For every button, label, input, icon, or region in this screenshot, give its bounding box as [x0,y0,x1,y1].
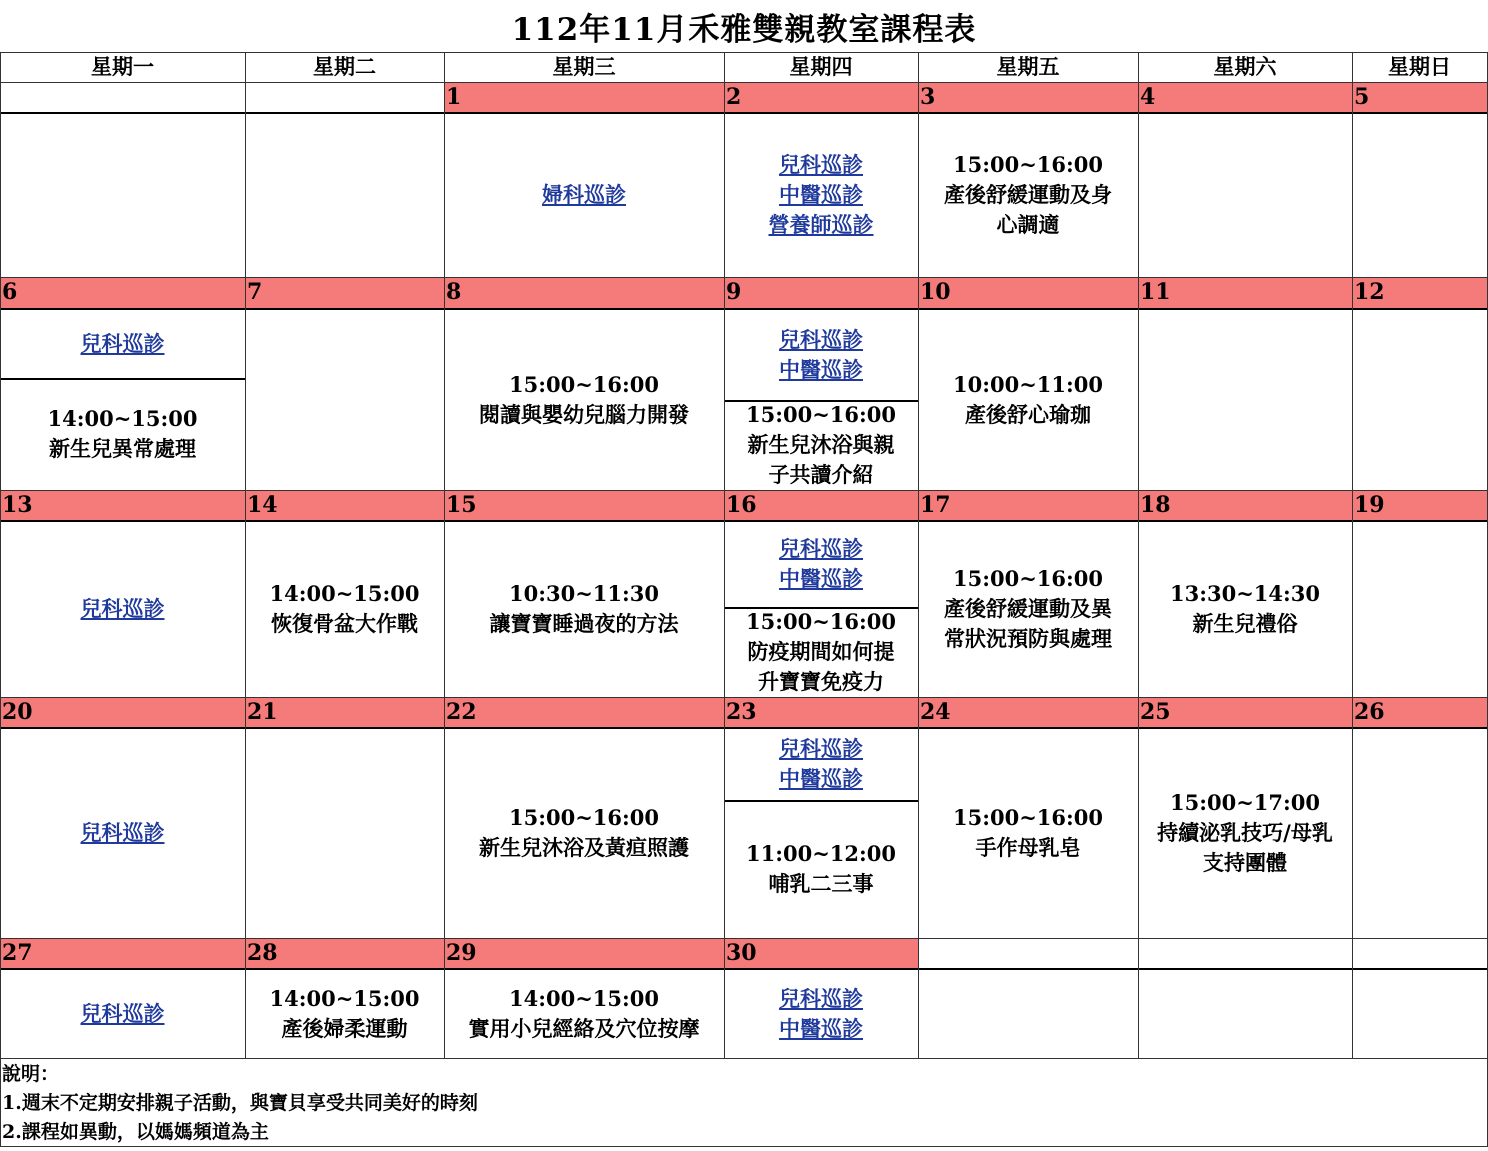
class-session [724,800,918,938]
date-number: 13 [2,492,33,518]
clinic-link[interactable]: 中醫巡診 [779,356,863,382]
date-bar [0,939,245,969]
clinic-link[interactable]: 兒科巡診 [80,330,165,356]
session-title: 產後舒緩運動及身 [944,182,1112,207]
date-number: 7 [247,279,263,305]
note-item-1: 1.週末不定期安排親子活動，與寶貝享受共同美好的時刻 [2,1092,478,1114]
session-title: 心調適 [996,212,1060,237]
date-number: 8 [446,279,462,305]
date-bar [1352,491,1487,521]
clinic-link[interactable]: 兒科巡診 [779,536,863,561]
session-title: 常狀況預防與處理 [944,626,1112,651]
cell-divider [724,607,918,609]
date-number: 22 [446,699,477,725]
date-bar [245,491,444,521]
session-title: 產後舒心瑜珈 [965,401,1091,427]
grid-line [0,52,1488,53]
class-session [1138,728,1352,938]
weekday-header-6: 星期六 [1213,54,1277,79]
session-title: 升寶寶免疫力 [758,669,884,694]
date-number: 3 [920,84,936,110]
class-session [444,521,724,697]
clinic-schedule [724,969,918,1058]
date-bar [724,698,918,728]
clinic-schedule [724,309,918,400]
weekday-header-7: 星期日 [1388,54,1451,79]
date-bar [918,83,1138,113]
cell-divider [724,800,918,802]
clinic-schedule [724,728,918,800]
class-session [245,969,444,1058]
date-number: 17 [920,492,951,518]
grid-line [245,52,246,1058]
session-title: 恢復骨盆大作戰 [271,611,418,636]
clinic-schedule [724,521,918,607]
class-session [918,521,1138,697]
session-time: 11:00~12:00 [746,841,896,866]
session-title: 支持團體 [1203,850,1287,875]
session-time: 15:00~16:00 [746,402,896,427]
date-number: 25 [1140,699,1171,725]
date-bar [444,698,724,728]
weekday-header-3: 星期三 [552,54,616,79]
grid-line [0,1058,1,1146]
date-bar [724,491,918,521]
date-number: 2 [726,84,742,110]
grid-line [0,490,1488,491]
grid-line [0,1058,1488,1059]
date-number: 11 [1140,279,1171,305]
date-number: 12 [1354,279,1385,305]
date-number: 4 [1140,84,1156,110]
grid-line [0,697,1488,698]
date-bar [1138,939,1352,969]
session-time: 14:00~15:00 [269,581,420,606]
notes-section [2,1060,478,1147]
date-bar [0,278,245,309]
date-number: 9 [726,279,742,305]
class-session [0,378,245,490]
date-number: 24 [920,699,951,725]
page-title: 112年11月禾雅雙親教室課程表 [511,12,977,48]
date-bar [724,278,918,309]
weekday-header-1: 星期一 [91,54,154,79]
session-title: 讓寶寶睡過夜的方法 [489,611,679,636]
grid-line [1352,52,1353,1058]
session-title: 新生兒沐浴及黃疸照護 [479,835,689,860]
date-bar [245,939,444,969]
grid-line [0,968,1488,970]
weekday-header-2: 星期二 [313,54,376,79]
date-bar [1138,278,1352,309]
clinic-schedule [724,113,918,277]
weekday-header-5: 星期五 [996,54,1060,79]
clinic-schedule [0,969,245,1058]
date-number: 20 [2,699,33,725]
session-title: 防疫期間如何提 [747,639,895,664]
class-session [1138,521,1352,697]
class-session [918,309,1138,490]
clinic-schedule [0,728,245,938]
grid-line [0,308,1488,310]
date-number: 1 [446,84,462,110]
date-bar [918,939,1138,969]
session-time: 15:00~16:00 [953,566,1103,591]
date-bar [444,491,724,521]
date-number: 15 [446,492,477,518]
notes-heading: 說明： [2,1063,60,1085]
clinic-link[interactable]: 營養師巡診 [768,212,874,237]
date-number: 14 [247,492,278,518]
clinic-schedule [0,521,245,697]
clinic-link[interactable]: 婦科巡診 [542,182,626,207]
clinic-schedule [0,309,245,378]
clinic-link[interactable]: 兒科巡診 [80,596,165,621]
date-number: 5 [1354,84,1370,110]
clinic-link[interactable]: 兒科巡診 [779,326,863,352]
grid-line [0,520,1488,522]
grid-line [0,52,1,1058]
grid-line [0,938,1488,939]
clinic-schedule [444,113,724,277]
date-bar [245,278,444,309]
session-title: 閱讀與嬰幼兒腦力開發 [479,401,689,427]
grid-line [444,52,445,1058]
session-time: 10:00~11:00 [953,371,1103,397]
class-session [444,969,724,1058]
class-session [245,521,444,697]
session-title: 新生兒沐浴與親 [747,432,895,457]
date-number: 23 [726,699,757,725]
clinic-link[interactable]: 中醫巡診 [779,182,863,207]
grid-line [0,727,1488,729]
date-bar [1138,698,1352,728]
date-number: 26 [1354,699,1385,725]
date-bar [0,698,245,728]
date-number: 18 [1140,492,1171,518]
weekday-header-4: 星期四 [789,54,853,79]
session-time: 15:00~16:00 [746,609,896,634]
date-bar [724,939,918,969]
date-bar [444,278,724,309]
class-session [918,728,1138,938]
clinic-link[interactable]: 兒科巡診 [779,985,863,1011]
date-bar [1138,491,1352,521]
date-bar [0,491,245,521]
session-time: 14:00~15:00 [47,406,198,431]
date-bar [0,83,245,113]
session-title: 新生兒禮俗 [1192,611,1298,636]
grid-line [918,52,919,1058]
session-time: 15:00~17:00 [1170,790,1320,815]
clinic-link[interactable]: 中醫巡診 [779,766,863,791]
session-time: 14:00~15:00 [509,985,659,1011]
clinic-link[interactable]: 兒科巡診 [779,152,863,177]
date-bar [444,939,724,969]
class-session [444,309,724,490]
date-bar [1352,83,1487,113]
class-session [724,607,918,697]
date-bar [918,278,1138,309]
date-number: 19 [1354,492,1385,518]
date-bar [245,698,444,728]
session-time: 10:30~11:30 [509,581,659,606]
date-bar [1352,698,1487,728]
session-time: 15:00~16:00 [509,371,659,397]
session-title: 新生兒異常處理 [49,436,196,461]
clinic-link[interactable]: 中醫巡診 [779,1015,863,1041]
session-time: 15:00~16:00 [509,805,659,830]
grid-line [0,277,1488,278]
session-title: 產後舒緩運動及異 [944,596,1112,621]
grid-line [0,82,1488,83]
class-session [918,113,1138,277]
session-title: 哺乳二三事 [768,871,874,896]
grid-line [0,112,1488,114]
date-bar [724,83,918,113]
cell-divider [724,400,918,402]
date-bar [918,491,1138,521]
clinic-link[interactable]: 兒科巡診 [80,820,165,845]
session-title: 手作母乳皂 [975,835,1081,860]
session-title: 子共讀介紹 [768,462,874,487]
session-title: 持續泌乳技巧/母乳 [1157,820,1333,845]
class-session [444,728,724,938]
date-bar [1138,83,1352,113]
note-item-2: 2.課程如異動，以媽媽頻道為主 [2,1121,269,1143]
date-bar [245,83,444,113]
clinic-link[interactable]: 兒科巡診 [80,1000,165,1026]
session-title: 產後婦柔運動 [281,1015,408,1041]
date-bar [1352,939,1487,969]
date-number: 6 [2,279,18,305]
grid-line [1138,52,1139,1058]
session-time: 14:00~15:00 [269,985,420,1011]
grid-line [724,52,725,1058]
date-bar [918,698,1138,728]
class-session [724,400,918,490]
date-bar [444,83,724,113]
date-number: 30 [726,940,757,966]
session-time: 15:00~16:00 [953,805,1103,830]
date-number: 27 [2,940,33,966]
clinic-link[interactable]: 中醫巡診 [779,566,863,591]
date-number: 21 [247,699,278,725]
clinic-link[interactable]: 兒科巡診 [779,736,863,761]
date-number: 29 [446,940,477,966]
session-time: 13:30~14:30 [1170,581,1320,606]
session-time: 15:00~16:00 [953,152,1103,177]
date-number: 16 [726,492,757,518]
date-number: 10 [920,279,951,305]
date-number: 28 [247,940,278,966]
cell-divider [0,378,245,380]
session-title: 實用小兒經絡及穴位按摩 [468,1015,700,1041]
date-bar [1352,278,1487,309]
